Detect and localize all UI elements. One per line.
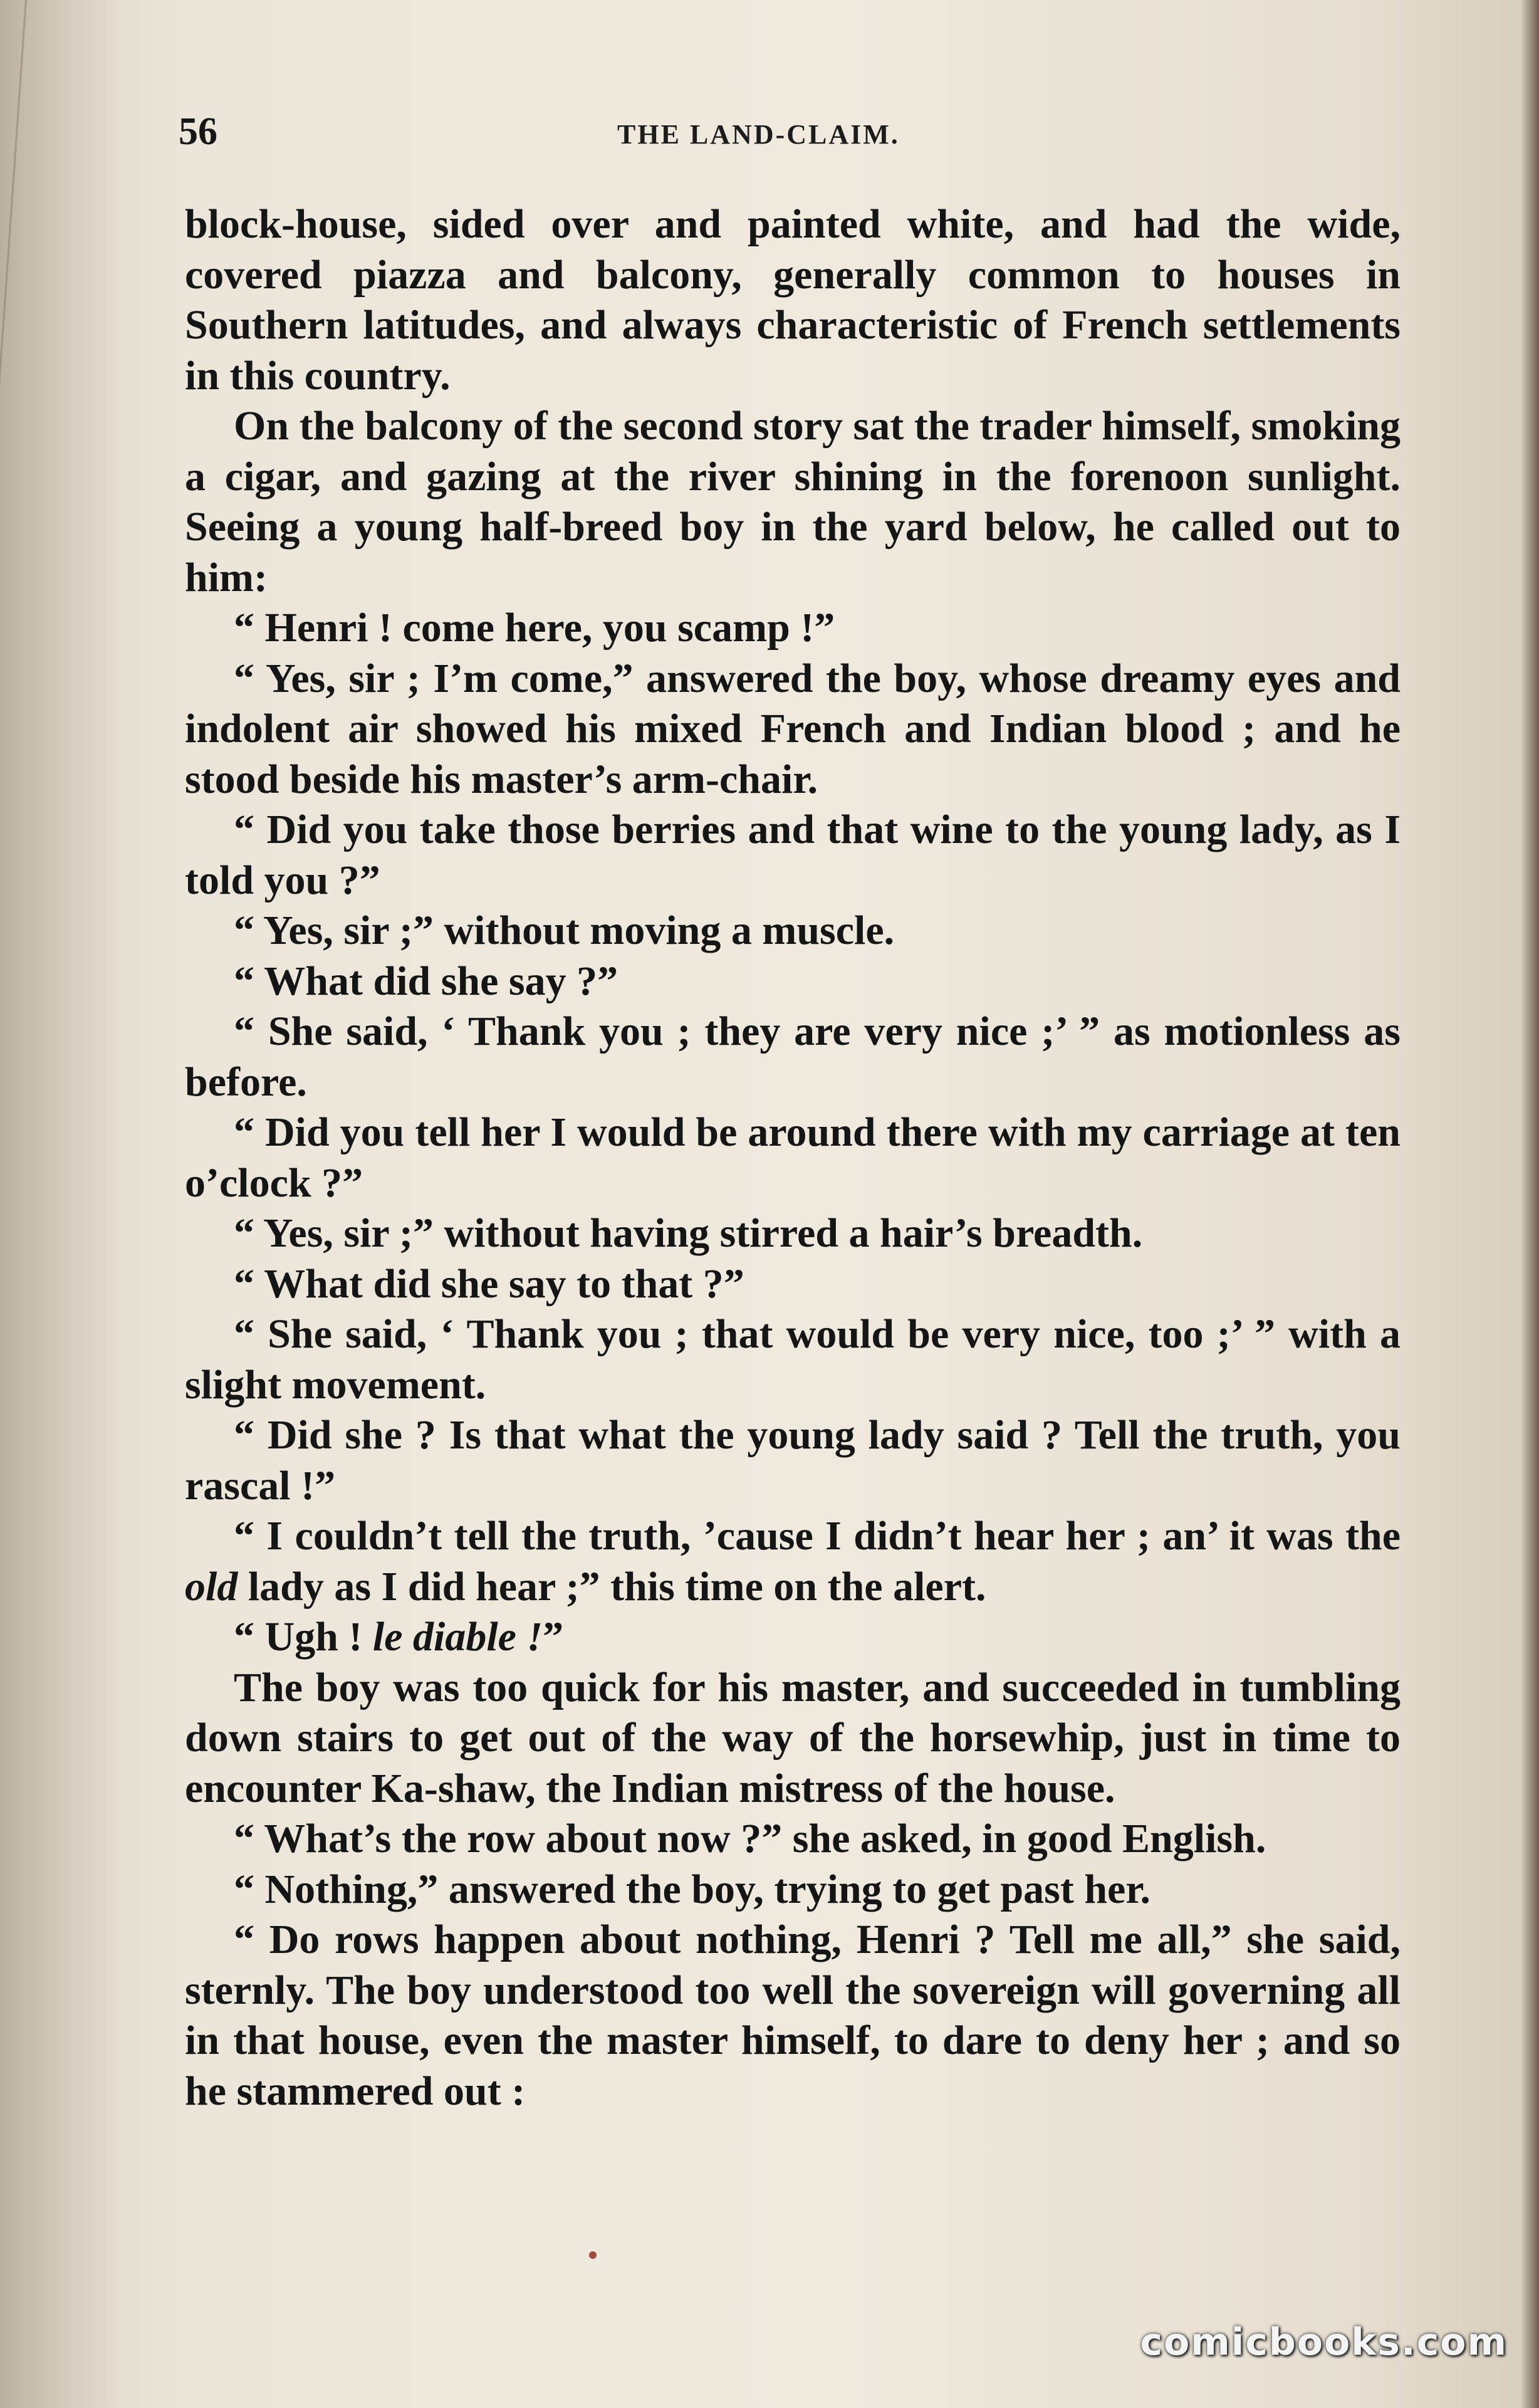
paragraph: “ Henri ! come here, you scamp !”: [234, 605, 835, 651]
paragraph: “ What did she say to that ?”: [234, 1260, 744, 1307]
italic-emphasis: old: [185, 1563, 238, 1610]
paragraph: [185, 1511, 1401, 1612]
paragraph: “ Did she ? Is that what the young lady said ? Tell the truth, you rascal !”: [185, 1412, 1401, 1509]
paragraph: “ Did you take those berries and that wine to the young lady, as I told you ?”: [185, 807, 1401, 903]
paragraph: “ Yes, sir ;” without having stirred a hair’s breadth.: [234, 1210, 1143, 1256]
paragraph: “ Yes, sir ; I’m come,” answered the boy, whose dreamy eyes and indolent air showed his mixed French and Indian blood ; and he stood beside his master’s arm-chair.: [185, 655, 1401, 802]
paragraph: “ She said, ‘ Thank you ; that would be very nice, too ;’ ” with a slight movement.: [185, 1311, 1401, 1408]
paragraph: “ What did she say ?”: [234, 958, 618, 1004]
text-run: ”: [543, 1614, 564, 1660]
paragraph: “ She said, ‘ Thank you ; they are very nice ;’ ” as motionless as before.: [185, 1008, 1401, 1105]
text-run: “ I couldn’t tell the truth, ’cause I didn’t hear her ; an’ it was the: [234, 1513, 1401, 1559]
paragraph: “ Yes, sir ;” without moving a muscle.: [234, 908, 895, 953]
paragraph: “ Do rows happen about nothing, Henri ? Tell me all,” she said, sternly. The boy understood too well the sovereign will governing all in that house, even the master himself, to dare to deny her ; and so he stammered out :: [185, 1917, 1401, 2114]
page-number: 56: [179, 110, 217, 153]
paragraph: “ Nothing,” answered the boy, trying to get past her.: [234, 1866, 1151, 1912]
page-edge-shadow: [1521, 0, 1539, 2408]
text-run: lady as I did hear ;” this time on the alert.: [248, 1563, 986, 1610]
ink-spot: [589, 2251, 597, 2259]
paragraph: On the balcony of the second story sat the trader himself, smoking a cigar, and gazing at the river shining in the forenoon sunlight. Seeing a young half-breed boy in the yard below, he called out to him:: [185, 403, 1401, 600]
watermark: comicbooks.com: [1140, 2320, 1508, 2364]
paragraph: “ Did you tell her I would be around there with my carriage at ten o’clock ?”: [185, 1109, 1401, 1206]
paragraph: The boy was too quick for his master, and succeeded in tumbling down stairs to get out of the way of the horsewhip, just in time to encounter Ka-shaw, the Indian mistress of the house.: [185, 1664, 1401, 1811]
page-header: [179, 110, 1401, 166]
page-spine-shadow: [0, 0, 119, 2408]
body-text: [185, 199, 1401, 2117]
paragraph: “ What’s the row about now ?” she asked, in good English.: [234, 1816, 1266, 1861]
paragraph: block-house, sided over and painted white, and had the wide, covered piazza and balcony, generally common to houses in Southern latitudes, and always characteristic of French settlements in this country.: [185, 201, 1401, 399]
text-run: “ Ugh !: [234, 1614, 363, 1660]
running-head: THE LAND-CLAIM.: [617, 119, 900, 150]
paragraph: [185, 1612, 1401, 1663]
italic-emphasis: le diable !: [372, 1614, 543, 1660]
